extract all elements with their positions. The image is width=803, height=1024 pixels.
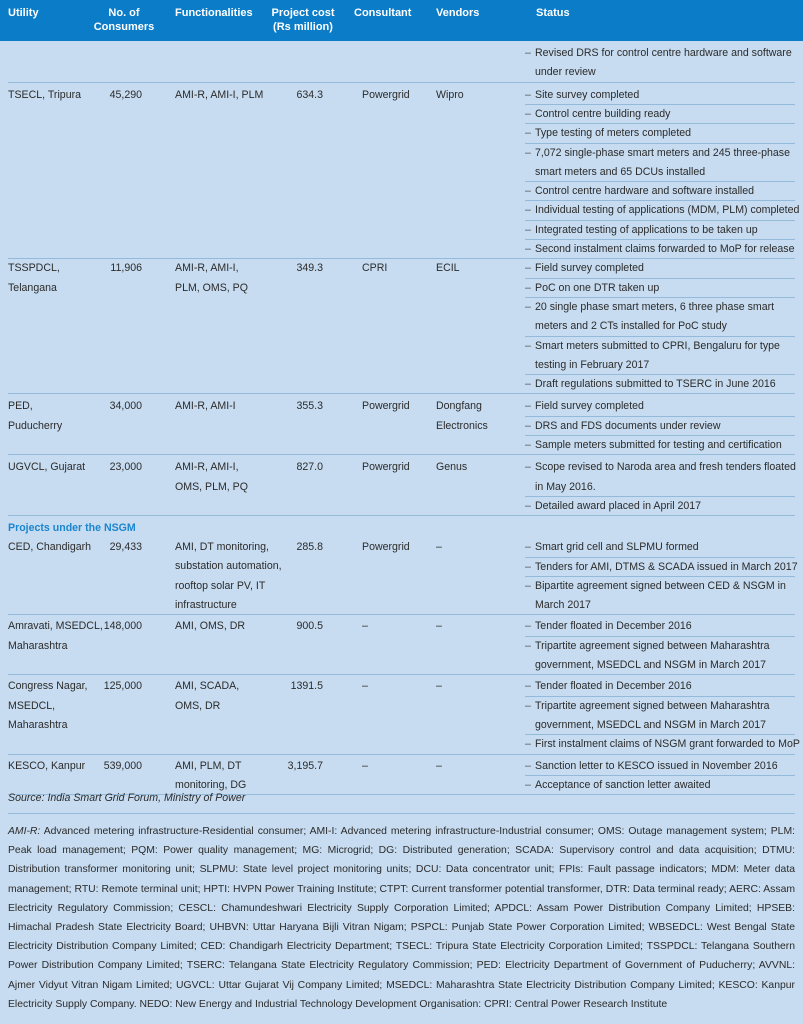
- status-item: [525, 776, 795, 795]
- cell-utility: Congress Nagar, MSEDCL, Maharashtra: [8, 680, 88, 731]
- status-text: 7,072 single-phase smart meters and 245 three-phase: [535, 146, 790, 159]
- cell-consumers: 45,290: [109, 88, 142, 101]
- header-utility: Utility: [8, 7, 39, 19]
- cell-consumers: 125,000: [103, 680, 142, 693]
- status-text: meters and 2 CTs installed for PoC study: [535, 320, 727, 333]
- cell-vendors: –: [436, 541, 442, 554]
- dash-bullet-icon: –: [525, 579, 531, 592]
- footnote-text: Advanced metering infrastructure-Residential consumer; AMI-I: Advanced metering infrastructure-Industrial consumer; OMS: Outage management system; PLM: Peak load management; PQM: Power quality management; MG: Microgrid; DG: Distributed generation; SCADA: Supervisory control and data acquisition; DTMU: Distribution transformer monitoring unit; SLPMU: State level project monitoring units; DCU: Data concentrator unit; FPIs: Fault passage indicators; MDM: Meter data management; RTU: Remote terminal unit; HPTI: HVPN Power Training Institute; CTPT: Current transformer potential transformer, DTR: Data terminal ready; AERC: Assam Electricity Regulatory Commission; CESCL: Chamundeshwari Electricity Supply Corporation Limited; APDCL: Assam Power Distribution Company Limited; HPSEB: Himachal Pradesh State Electricity Board; UHBVN: Uttar Haryana Bijli Vitran Nigam; PSPCL: Punjab State Power Corporation Limited; WBSEDCL: West Bengal State Electricity Distribution Company Limited; CED: Chandigarh Electricity Department; TSECL: Tripura State Electricity Corporation Limited; TSSPDCL: Telangana Southern Power Distribution Company Limited; TSERC: Telangana State Electricity Regulatory Commission; PED: Electricity Department of Government of Puducherry; AVVNL: Ajmer Vidyut Vitran Nigam Limited; UGVCL: Uttar Gujarat Vij Company Limited; MSEDCL: Maharashtra State Electricity Distribution Company Limited; KESCO: Kanpur Electricity Supply Company. NEDO: New Energy and Industrial Technology Development Organisation: CPRI: Central Power Research Institute: [8, 826, 795, 1010]
- status-item: [525, 221, 795, 240]
- status-item: [525, 637, 795, 656]
- dash-bullet-icon: –: [525, 738, 531, 751]
- cell-cost: 634.3: [296, 88, 323, 101]
- cell-cost: 355.3: [296, 400, 323, 413]
- status-item: [525, 478, 795, 497]
- status-text: Tripartite agreement signed between Maharashtra: [535, 699, 770, 712]
- status-text: Control centre hardware and software installed: [535, 185, 755, 198]
- status-item: [525, 757, 795, 776]
- status-item: [525, 617, 795, 636]
- footnote: [8, 822, 795, 1014]
- header-functionalities: Functionalities: [175, 7, 253, 19]
- status-item: [525, 259, 795, 278]
- status-text: Individual testing of applications (MDM, PLM) completed: [535, 204, 800, 217]
- status-text: Bipartite agreement signed between CED & NSGM in: [535, 579, 786, 592]
- status-text: Second instalment claims forwarded to MoP for release: [535, 243, 795, 255]
- status-item: [525, 182, 795, 201]
- dash-bullet-icon: –: [525, 107, 531, 120]
- status-text: Revised DRS for control centre hardware and software: [535, 47, 792, 59]
- cell-consultant: –: [362, 680, 368, 693]
- cell-functionalities: AMI-R, AMI-I, OMS, PLM, PQ: [175, 461, 248, 493]
- status-item: [525, 317, 795, 336]
- status-item: [525, 337, 795, 356]
- status-text: PoC on one DTR taken up: [535, 281, 660, 294]
- cell-consumers: 539,000: [103, 759, 142, 772]
- status-item: [525, 538, 795, 557]
- status-text: testing in February 2017: [535, 358, 650, 371]
- divider: [8, 813, 795, 814]
- status-text: government, MSEDCL and NSGM in March 2017: [535, 659, 767, 671]
- status-item: [525, 656, 795, 675]
- status-item: [525, 298, 795, 317]
- status-item: [525, 497, 795, 516]
- header-vendors: Vendors: [436, 7, 480, 19]
- cell-functionalities: AMI, PLM, DT monitoring, DG: [175, 759, 247, 791]
- status-text: Smart meters submitted to CPRI, Bengaluru for type: [535, 339, 780, 352]
- status-text: Field survey completed: [535, 400, 644, 413]
- cell-functionalities: AMI-R, AMI-I, PLM: [175, 88, 264, 101]
- status-text: in May 2016.: [535, 480, 596, 493]
- dash-bullet-icon: –: [525, 439, 531, 451]
- dash-bullet-icon: –: [525, 262, 531, 275]
- status-item: [525, 436, 795, 455]
- status-item: [525, 417, 795, 436]
- status-item: [525, 458, 795, 477]
- status-item: [525, 86, 795, 105]
- cell-vendors: –: [436, 680, 442, 693]
- dash-bullet-icon: –: [525, 339, 531, 352]
- status-text: First instalment claims of NSGM grant forwarded to MoP: [535, 738, 800, 751]
- dash-bullet-icon: –: [525, 639, 531, 652]
- dash-bullet-icon: –: [525, 541, 531, 554]
- dash-bullet-icon: –: [525, 223, 531, 236]
- status-item: [525, 716, 795, 735]
- status-text: Sanction letter to KESCO issued in November 2016: [535, 759, 778, 772]
- status-item: [525, 397, 795, 416]
- cell-utility: TSECL, Tripura: [8, 88, 82, 101]
- status-text: Field survey completed: [535, 262, 644, 275]
- dash-bullet-icon: –: [525, 400, 531, 413]
- status-text: Tender floated in December 2016: [535, 680, 692, 693]
- status-item: [525, 124, 795, 143]
- row-divider: [8, 515, 795, 516]
- cell-vendors: Dongfang Electronics: [436, 400, 488, 432]
- cell-consumers: 148,000: [103, 620, 142, 633]
- status-item: [525, 163, 795, 182]
- cell-vendors: ECIL: [436, 262, 460, 275]
- status-text: Type testing of meters completed: [535, 127, 692, 140]
- dash-bullet-icon: –: [525, 680, 531, 693]
- cell-consultant: Powergrid: [362, 461, 410, 474]
- header-consultant: Consultant: [354, 7, 412, 19]
- status-text: Control centre building ready: [535, 107, 671, 120]
- status-text: Tender floated in December 2016: [535, 620, 692, 633]
- cell-cost: 285.8: [296, 541, 323, 554]
- status-text: Tenders for AMI, DTMS & SCADA issued in March 2017: [535, 560, 798, 573]
- dash-bullet-icon: –: [525, 759, 531, 772]
- source-note: Source: India Smart Grid Forum, Ministry of Power: [8, 792, 246, 804]
- cell-consumers: 11,906: [110, 262, 142, 275]
- cell-consultant: Powergrid: [362, 88, 410, 101]
- cell-cost: 1391.5: [290, 680, 323, 693]
- cell-vendors: –: [436, 759, 442, 772]
- cell-consultant: –: [362, 620, 368, 633]
- status-item: [525, 105, 795, 124]
- dash-bullet-icon: –: [525, 127, 531, 140]
- dash-bullet-icon: –: [525, 300, 531, 313]
- dash-bullet-icon: –: [525, 146, 531, 159]
- cell-cost: 349.3: [296, 262, 323, 275]
- dash-bullet-icon: –: [525, 699, 531, 712]
- dash-bullet-icon: –: [525, 185, 531, 198]
- cell-functionalities: AMI-R, AMI-I, PLM, OMS, PQ: [175, 262, 248, 294]
- row-divider: [8, 82, 795, 83]
- status-text: Site survey completed: [535, 88, 640, 101]
- status-text: 20 single phase smart meters, 6 three phase smart: [535, 300, 775, 313]
- status-text: March 2017: [535, 599, 591, 612]
- status-text: Acceptance of sanction letter awaited: [535, 778, 711, 791]
- cell-utility: CED, Chandigarh: [8, 541, 92, 554]
- dash-bullet-icon: –: [525, 47, 531, 59]
- cell-consultant: CPRI: [362, 262, 388, 275]
- cell-cost: 3,195.7: [287, 759, 323, 772]
- status-text: DRS and FDS documents under review: [535, 419, 721, 432]
- dash-bullet-icon: –: [525, 560, 531, 573]
- status-text: Smart grid cell and SLPMU formed: [535, 541, 699, 554]
- cell-functionalities: AMI, DT monitoring, substation automation, rooftop solar PV, IT infrastructure: [175, 541, 282, 612]
- dash-bullet-icon: –: [525, 778, 531, 791]
- cell-consumers: 29,433: [109, 541, 142, 554]
- dash-bullet-icon: –: [525, 461, 531, 474]
- status-item: [525, 596, 795, 615]
- dash-bullet-icon: –: [525, 204, 531, 217]
- cell-utility: UGVCL, Gujarat: [8, 461, 86, 474]
- status-item: [525, 44, 795, 63]
- status-item: [525, 63, 795, 82]
- section-title: Projects under the NSGM: [8, 522, 136, 535]
- status-text: Sample meters submitted for testing and certification: [535, 439, 782, 451]
- cell-functionalities: AMI, SCADA, OMS, DR: [175, 680, 240, 712]
- dash-bullet-icon: –: [525, 281, 531, 294]
- cell-vendors: Genus: [436, 461, 468, 474]
- cell-consultant: –: [362, 759, 368, 772]
- dash-bullet-icon: –: [525, 88, 531, 101]
- cell-utility: Amravati, MSEDCL, Maharashtra: [8, 620, 103, 652]
- cell-consumers: 34,000: [109, 400, 142, 413]
- row-divider: [8, 614, 795, 615]
- cell-vendors: –: [436, 620, 442, 633]
- cell-functionalities: AMI, OMS, DR: [175, 620, 246, 633]
- status-item: [525, 735, 800, 754]
- status-text: under review: [535, 66, 596, 79]
- row-divider: [8, 754, 795, 755]
- status-item: [525, 144, 795, 163]
- cell-consultant: Powergrid: [362, 400, 410, 413]
- cell-consultant: Powergrid: [362, 541, 410, 554]
- dash-bullet-icon: –: [525, 378, 531, 391]
- status-item: [525, 279, 795, 298]
- status-text: government, MSEDCL and NSGM in March 2017: [535, 718, 767, 731]
- status-text: Detailed award placed in April 2017: [535, 499, 702, 512]
- status-text: smart meters and 65 DCUs installed: [535, 165, 706, 178]
- cell-vendors: Wipro: [436, 88, 464, 101]
- cell-consumers: 23,000: [109, 461, 142, 474]
- dash-bullet-icon: –: [525, 499, 531, 512]
- status-item: [525, 558, 798, 577]
- dash-bullet-icon: –: [525, 419, 531, 432]
- dash-bullet-icon: –: [525, 243, 531, 255]
- cell-utility: TSSPDCL, Telangana: [8, 262, 60, 294]
- cell-cost: 827.0: [296, 461, 323, 474]
- row-divider: [8, 454, 795, 455]
- row-divider: [8, 674, 795, 675]
- status-item: [525, 697, 795, 716]
- header-cost: Project cost (Rs million): [271, 7, 335, 33]
- status-text: Scope revised to Naroda area and fresh tenders floated: [535, 461, 796, 474]
- footnote-lead: AMI-R:: [8, 826, 41, 837]
- header-status: Status: [536, 7, 570, 19]
- row-divider: [8, 393, 795, 394]
- status-item: [525, 201, 800, 220]
- status-item: [525, 240, 795, 259]
- cell-utility: KESCO, Kanpur: [8, 759, 86, 772]
- header-consumers: No. of Consumers: [93, 7, 155, 33]
- dash-bullet-icon: –: [525, 620, 531, 633]
- cell-cost: 900.5: [296, 620, 323, 633]
- status-item: [525, 375, 795, 394]
- cell-functionalities: AMI-R, AMI-I: [175, 400, 236, 413]
- status-item: [525, 677, 795, 696]
- status-text: Integrated testing of applications to be taken up: [535, 223, 758, 236]
- status-item: [525, 356, 795, 375]
- status-text: Draft regulations submitted to TSERC in June 2016: [535, 378, 776, 391]
- cell-utility: PED, Puducherry: [8, 400, 63, 432]
- status-item: [525, 577, 795, 596]
- status-text: Tripartite agreement signed between Maharashtra: [535, 639, 770, 652]
- table-header: [0, 0, 803, 41]
